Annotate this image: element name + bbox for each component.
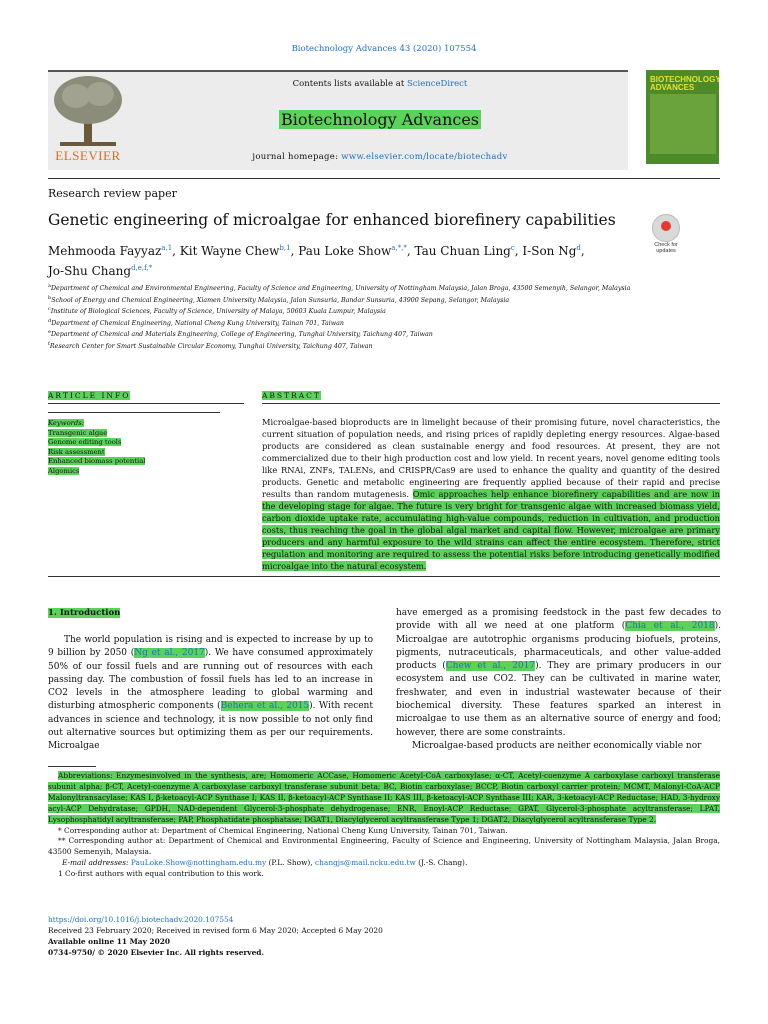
affiliation: $^a$Department of Chemical and Environmental Engineering, Faculty of Science and Engineering, University of Nottingham Malaysia, Jalan Broga, 43500 Semenyih, Selangor, Malaysia [48, 283, 631, 293]
divider [48, 412, 220, 413]
author-affiliation-marker[interactable]: c [510, 244, 515, 252]
elsevier-logo [48, 72, 128, 166]
abstract-text: Microalgae-based bioproducts are in limelight because of their promising future, novel characteristics, the current situation of population needs, and rising prices of rapidly depleting energy resources. Algae-based products are considered as clean sustainable energy and food resources. At present, they are not commercialized due to their high production cost and low yield. In recent years, novel genome editing tools like RNAi, ZNFs, TALENs, and CRISPR/Cas9 are used to enhance the quality and quantity of the desired products. Genetic and metabolic engineering are frequently applied because of their rapid and precise results than random mutagenesis. Omic approaches help enhance biorefinery capabilities and are now in the developing stage for algae. The future is very bright for transgenic algae with increased biomass yield, carbon dioxide uptake rate, accumulating high-value compounds, reduction in cultivation, and production costs, thus reaching the goal in the global algal market and capital flow. However, microalgae are primary producers and any harmful exposure to the wild strains can affect the entire ecosystem. Therefore, strict regulation and monitoring are required to assess the potential risks before introducing genetically modified microalgae into the natural ecosystem. [262, 417, 720, 571]
email-link[interactable]: PauLoke.Show@nottingham.edu.my [130, 858, 267, 868]
corresponding-author-2: ** Corresponding author at: Department of Chemical and Environmental Engineering, Faculty of Science and Engineering, University of Nottingham Malaysia, Jalan Broga, 43500 Semenyih, Malaysia. [48, 836, 720, 857]
divider [262, 403, 720, 404]
affiliation: $^e$Department of Chemical and Materials Engineering, College of Engineering, Tunghai University, Taichung 407, Taiwan [48, 329, 433, 339]
journal-cover [646, 70, 719, 164]
section-heading-introduction: 1. Introduction [48, 608, 121, 618]
paper-title: Genetic engineering of microalgae for enhanced biorefinery capabilities [48, 211, 616, 229]
affiliation: $^d$Department of Chemical Engineering, National Cheng Kung University, Tainan 701, Taiwan [48, 317, 344, 327]
keyword: Transgenic algae [48, 428, 108, 437]
journal-title: Biotechnology Advances [280, 110, 480, 129]
crossmark-label: Check for updates [654, 242, 678, 254]
crossmark-icon [652, 214, 680, 242]
keywords-block [48, 419, 244, 477]
cover-title: BIOTECHNOLOGY ADVANCES [650, 75, 721, 92]
citation-link[interactable]: Ng et al., 2017 [134, 648, 205, 659]
affiliation: $^c$Institute of Biological Sciences, Faculty of Science, University of Malaya, 50603 Kuala Lumpur, Malaysia [48, 306, 386, 316]
online-date: Available online 11 May 2020 [48, 936, 171, 946]
abstract-heading: ABSTRACT [262, 391, 321, 400]
author-name[interactable]: Pau Loke Show [298, 244, 392, 258]
author-affiliation-marker[interactable]: d,e,f,* [131, 264, 153, 272]
affiliation-list [48, 282, 668, 351]
divider [48, 403, 244, 404]
abbreviations-footnote: Abbreviations: Enzymesinvolved in the synthesis, are; Homomeric ACCase, Homomeric Acetyl-CoA carboxylase; α-CT, Acetyl-coenzyme A carboxylase carboxyl transferase subunit alpha; β-CT, Acetyl-coenzyme A carboxylase carboxyl transferase subunit beta; BC, Biotin carboxylase; BCCP, Biotin carboxyl carrier protein; MCMT, Malonyl-CoA-ACP Malonyltransacylase; KAS I, β-ketoacyl-ACP Synthase I; KAS II, β-ketoacyl-ACP Synthase II; KAS III, β-ketoacyl-ACP Synthase III; KAR, 3-ketoacyl-ACP Reductase; HAD, 3-hydroxy acyl-ACP Dehydratase; GPDH, NAD-dependent Glycerol-3-phosphate dehydrogenase; ENR, Enoyl-ACP Reductase; GPAT, Glycerol-3-phosphate acyltransferase; LPAT, Lysophosphatidyl acyltransferase; PAP, Phosphatidate phosphatase; DGAT1, Diacylglycerol acyltransferase Type 1; DGAT2, Diacylglycerol acyltransferase Type 2. [48, 771, 720, 824]
author-affiliation-marker[interactable]: a,*,* [391, 244, 407, 252]
keyword: Algomics [48, 466, 80, 475]
author-affiliation-marker[interactable]: b,1 [279, 244, 291, 252]
intro-column-left: The world population is rising and is expected to increase by up to 9 billion by 2050 (Ng et al., 2017). We have consumed approximately 50% of our fossil fuels and are running out of resources with each passing day. The combustion of fossil fuels has led to an increase in CO2 levels in the atmosphere leading to global warming and disturbing atmospheric components (Behera et al., 2015). With recent advances in science and technology, it is now possible to not only find out alternative sources but optimizing them as per our requirements. Microalgae [48, 635, 373, 752]
sciencedirect-link[interactable]: ScienceDirect [406, 79, 468, 89]
citation-link[interactable]: Behera et al., 2015 [220, 701, 310, 712]
publisher-name: ELSEVIER [55, 148, 121, 163]
keyword: Enhanced biomass potential [48, 457, 146, 466]
author-name[interactable]: Jo-Shu Chang [48, 264, 132, 278]
citation-link[interactable]: Chew et al., 2017 [445, 661, 536, 672]
corresponding-author-1: * Corresponding author at: Department of Chemical Engineering, National Cheng Kung University, Tainan 701, Taiwan. [58, 825, 508, 835]
journal-reference[interactable]: Biotechnology Advances 43 (2020) 107554 [291, 44, 477, 54]
keywords-label: Keywords: [48, 419, 85, 427]
tree-icon [48, 72, 128, 150]
citation-link[interactable]: Chia et al., 2018 [625, 621, 715, 632]
author-name[interactable]: Mehmooda Fayyaz [48, 244, 162, 258]
homepage-link[interactable]: www.elsevier.com/locate/biotechadv [341, 152, 508, 162]
email-link[interactable]: changjs@mail.ncku.edu.tw [315, 858, 416, 868]
author-name[interactable]: Kit Wayne Chew [179, 244, 280, 258]
author-name[interactable]: Tau Chuan Ling [414, 244, 511, 258]
publication-info [48, 915, 720, 959]
abstract-highlight: Omic approaches help enhance biorefinery capabilities and are now in the developing stage for algae. The future is very bright for transgenic algae with increased biomass yield, carbon dioxide uptake rate, accumulating high-value compounds, reduction in cultivation, and production costs, thus reaching the goal in the global algal market and capital flow. However, microalgae are primary producers and any harmful exposure to the wild strains can affect the entire ecosystem. Therefore, strict regulation and monitoring are required to assess the potential risks before introducing genetically modified microalgae into the natural ecosystem. [262, 489, 720, 571]
author-affiliation-marker[interactable]: d [576, 244, 581, 252]
footnotes [48, 771, 720, 880]
article-info-heading: ARTICLE INFO [48, 391, 131, 400]
divider [48, 576, 720, 577]
author-affiliation-marker[interactable]: a,1 [161, 244, 173, 252]
doi-link[interactable]: https://doi.org/10.1016/j.biotechadv.2020.107554 [48, 915, 234, 924]
author-list: Mehmooda Fayyaz$^{a,1}$, Kit Wayne Chew$^{b,1}$, Pau Loke Show$^{a,*,*}$, Tau Chuan Ling$^c$, I-Son Ng$^d$, Jo-Shu Chang$^{d,e,f,*}$ [48, 244, 585, 278]
email-addresses: E-mail addresses: PauLoke.Show@nottingham.edu.my (P.L. Show), changjs@mail.ncku.edu.tw (J.-S. Chang). [62, 858, 468, 868]
keyword: Risk assessment [48, 447, 105, 456]
copyright: 0734-9750/ © 2020 Elsevier Inc. All rights reserved. [48, 947, 265, 957]
crossmark-badge[interactable] [646, 214, 686, 258]
received-dates: Received 23 February 2020; Received in revised form 6 May 2020; Accepted 6 May 2020 [48, 925, 383, 935]
article-type: Research review paper [48, 187, 177, 200]
co-first-footnote: 1 Co-first authors with equal contribution to this work. [58, 869, 264, 879]
keyword: Genome editing tools [48, 438, 122, 447]
divider [48, 178, 720, 179]
affiliation: $^f$Research Center for Smart Sustainable Circular Economy, Tunghai University, Taichung 407, Taiwan [48, 340, 373, 350]
author-name[interactable]: I-Son Ng [522, 244, 577, 258]
intro-column-right: have emerged as a promising feedstock in the past few decades to provide with all we need at one platform (Chia et al., 2018). Microalgae are autotrophic organisms producing biofuels, proteins, pigments, nutraceuticals, pharmaceuticals, and other value-added products (Chew et al., 2017). They are primary producers in our ecosystem and use CO2. They can be cultivated in marine water, freshwater, and even in industrial wastewater because of their biochemical diversity. These features sparked an interest in microalgae to use them as an alternative source of energy and food; however, there are some constraints. Microalgae-based products are neither economically viable nor [396, 608, 722, 751]
divider [48, 766, 96, 767]
contents-line: Contents lists available at ScienceDirect [292, 79, 468, 89]
journal-homepage: journal homepage: www.elsevier.com/locate/biotechadv [252, 152, 508, 162]
affiliation: $^b$School of Energy and Chemical Engineering, Xiamen University Malaysia, Jalan Sunsuria, Bandar Sunsuria, 43900 Sepang, Selangor, Malaysia [48, 294, 510, 304]
